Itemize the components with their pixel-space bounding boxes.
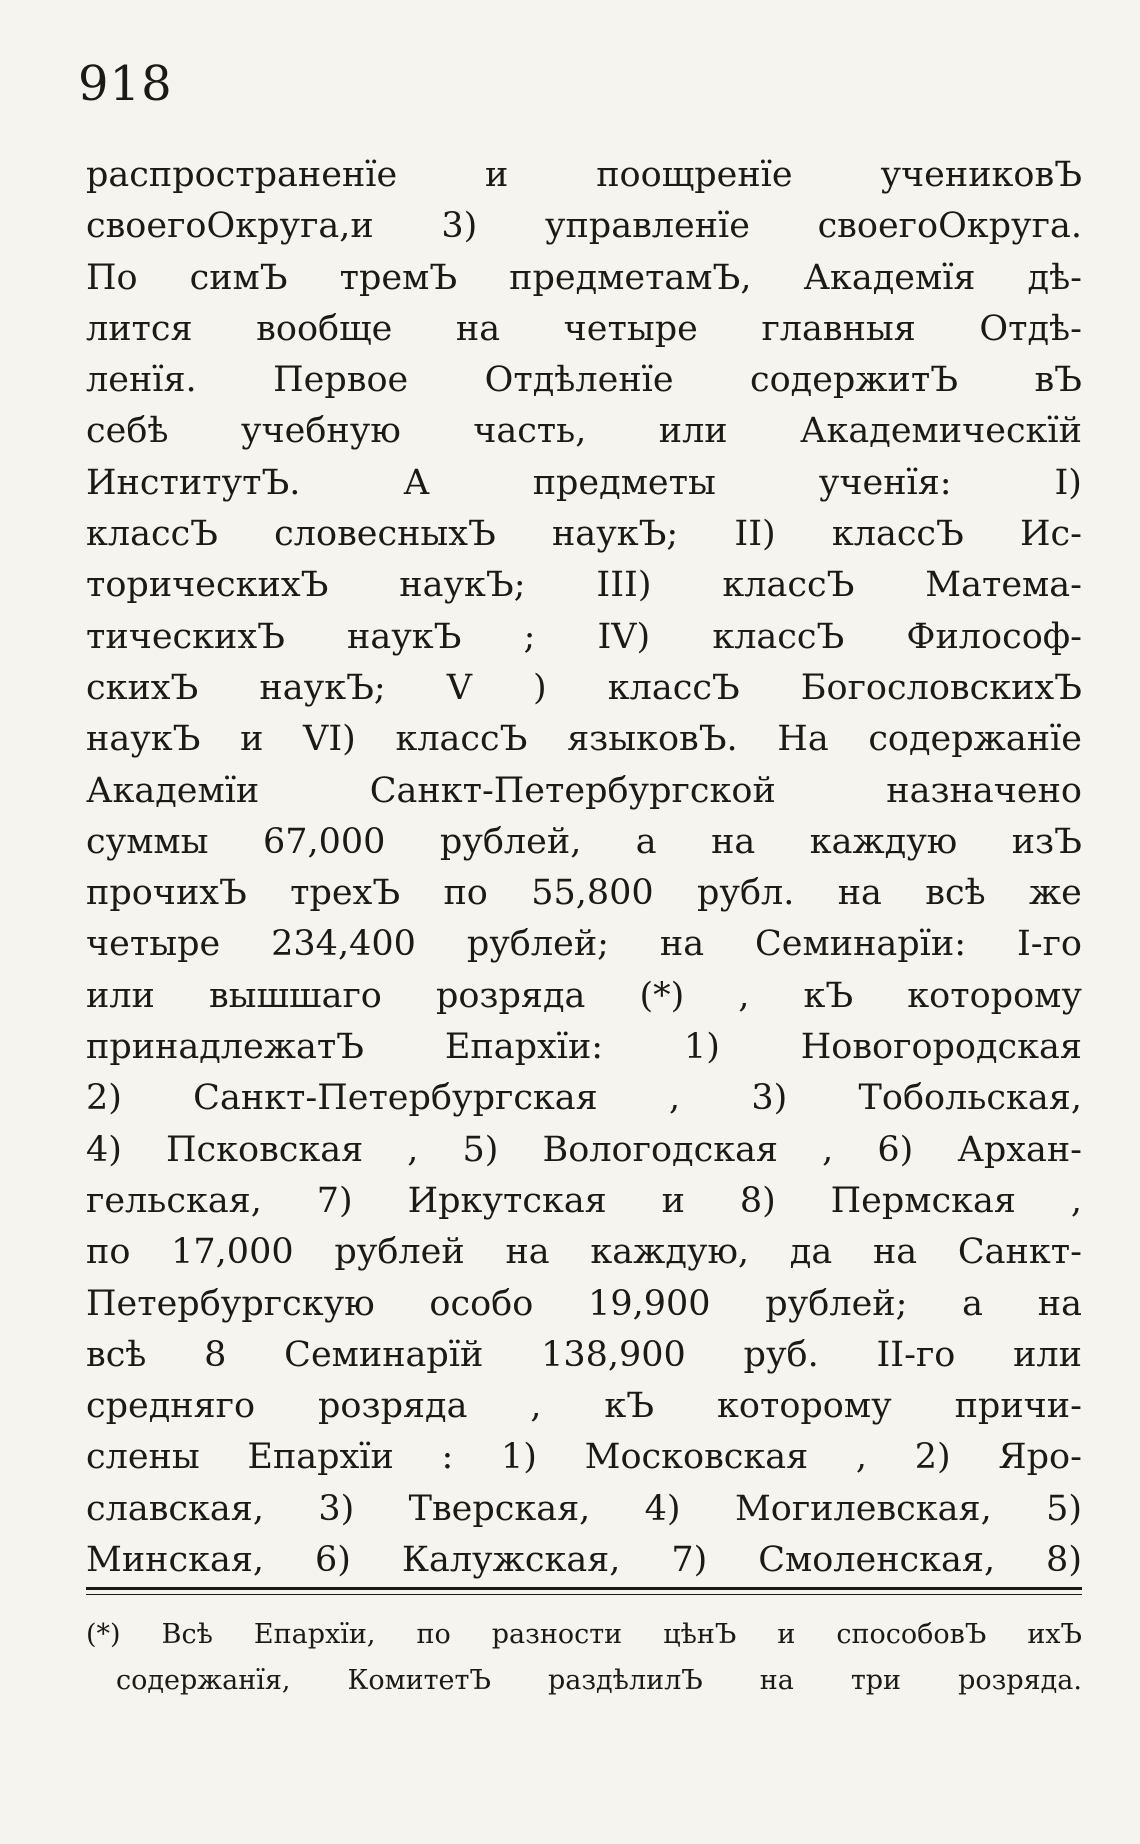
text-line: 2) Санкт-Петербургская , 3) Тобольская,	[86, 1078, 1082, 1119]
text-line: тическихЪ наукЪ ; IV) классЪ Философ-	[86, 616, 1082, 657]
footnote-rule	[86, 1587, 1082, 1590]
footnote	[86, 1612, 1082, 1704]
text-line: четыре 234,400 рублей; на Семинарїи: I-го	[86, 924, 1082, 965]
text-line: суммы 67,000 рублей, а на каждую изЪ	[86, 821, 1082, 862]
text-line: всѣ 8 Семинарїй 138,900 руб. II-го или	[86, 1334, 1082, 1375]
text-line: принадлежатЪ Епархїи: 1) Новогородская	[86, 1027, 1082, 1068]
text-line: классЪ словесныхЪ наукЪ; II) классЪ Ис-	[86, 514, 1082, 555]
text-line: Минская, 6) Калужская, 7) Смоленская, 8)	[86, 1540, 1082, 1581]
text-line: или вышшаго розряда (*) , кЪ которому	[86, 975, 1082, 1016]
text-line: себѣ учебную часть, или Академическїй	[86, 411, 1082, 452]
text-line: ИнститутЪ. А предметы ученїя: I)	[86, 462, 1082, 503]
text-line: Академїи Санкт-Петербургской назначено	[86, 770, 1082, 811]
text-line: слены Епархїи : 1) Московская , 2) Яро-	[86, 1437, 1082, 1478]
text-line: По симЪ тремЪ предметамЪ, Академїя дѣ-	[86, 257, 1082, 298]
text-line: распространенїе и поощренїе учениковЪ	[86, 155, 1082, 195]
text-line: прочихЪ трехЪ по 55,800 рубл. на всѣ же	[86, 873, 1082, 914]
text-line: своегоОкруга,и 3) управленїе своегоОкруга.	[86, 206, 1082, 247]
body-text	[86, 150, 1082, 1586]
text-line: по 17,000 рублей на каждую, да на Санкт-	[86, 1232, 1082, 1273]
text-line: гельская, 7) Иркутская и 8) Пермская ,	[86, 1180, 1082, 1221]
text-line: скихЪ наукЪ; V ) классЪ БогословскихЪ	[86, 667, 1082, 708]
footnote-line: содержанїя, КомитетЪ раздѣлилЪ на три розряда.	[116, 1665, 1082, 1696]
text-line: наукЪ и VI) классЪ языковЪ. На содержанїе	[86, 719, 1082, 760]
text-line: средняго розряда , кЪ которому причи-	[86, 1386, 1082, 1427]
text-line: славская, 3) Тверская, 4) Могилевская, 5)	[86, 1488, 1082, 1529]
text-line: лится вообще на четыре главныя Отдѣ-	[86, 308, 1082, 349]
text-line: Петербургскую особо 19,900 рублей; а на	[86, 1283, 1082, 1324]
footnote-rule-thin	[86, 1594, 1082, 1595]
page-number: 918	[78, 56, 173, 112]
text-line: ленїя. Первое Отдѣленїе содержитЪ вЪ	[86, 360, 1082, 401]
text-line: торическихЪ наукЪ; III) классЪ Матема-	[86, 565, 1082, 606]
text-line: 4) Псковская , 5) Вологодская , 6) Архан-	[86, 1129, 1082, 1170]
footnote-line: (*) Всѣ Епархїи, по разности цѣнЪ и способовЪ ихЪ	[86, 1619, 1082, 1650]
